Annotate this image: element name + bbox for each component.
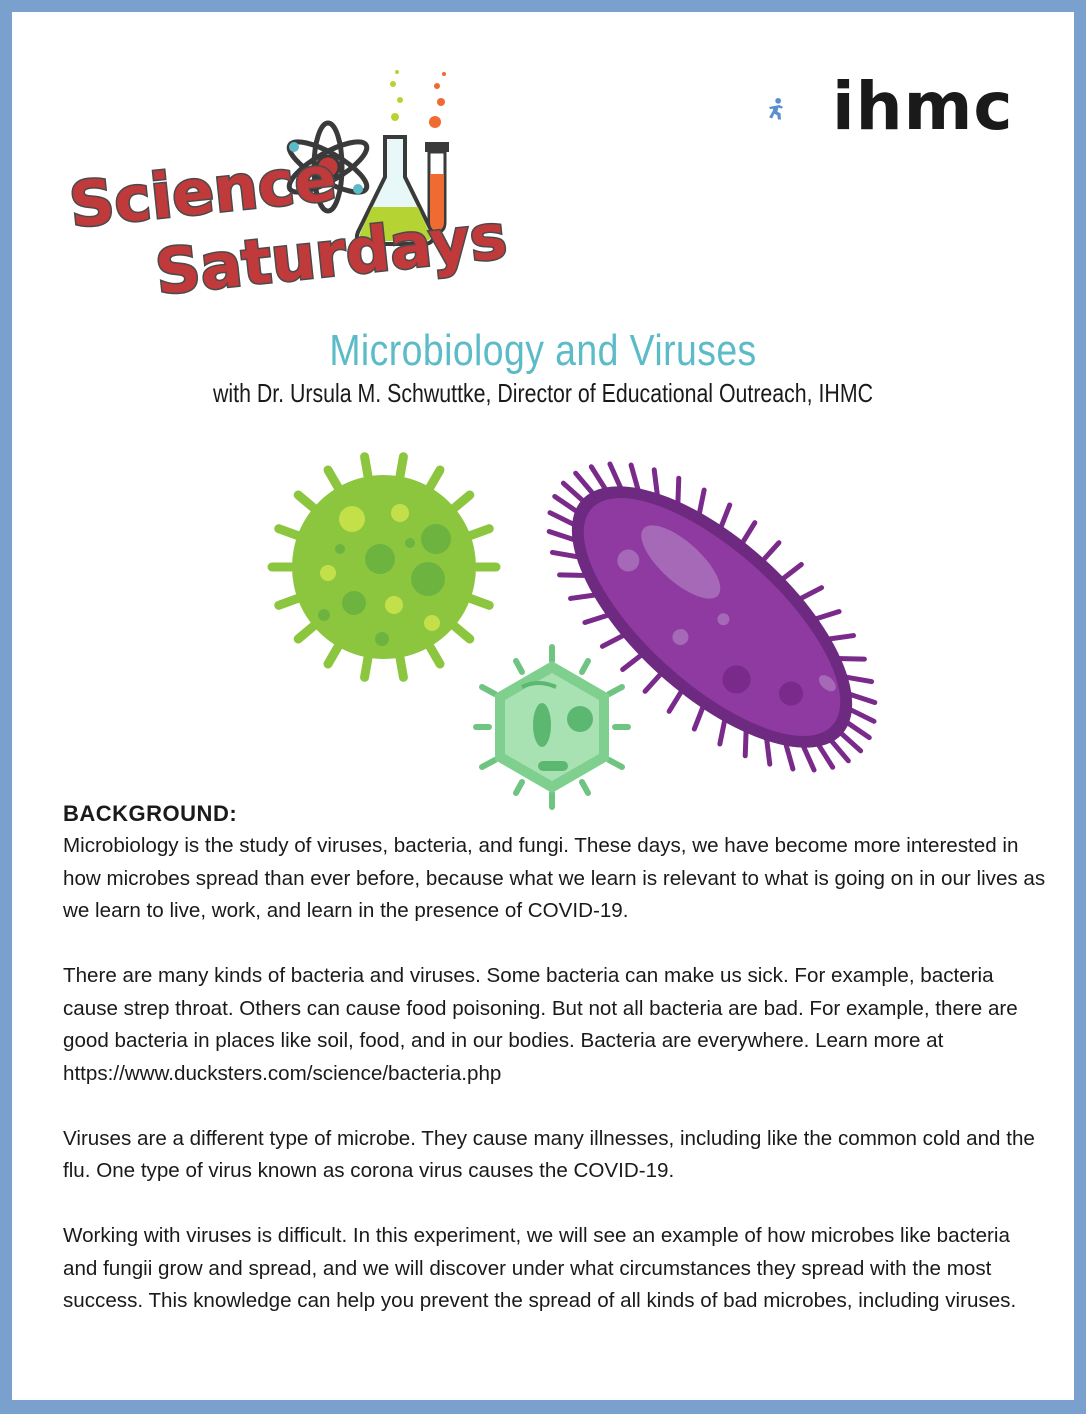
section-heading: BACKGROUND: xyxy=(63,801,238,826)
paragraph-3: Viruses are a different type of microbe. They cause many illnesses, including like the common cold and the flu. One type of virus known as corona virus causes the COVID-19. xyxy=(63,1126,1035,1182)
paragraph-2: There are many kinds of bacteria and viruses. Some bacteria can make us sick. For example, bacteria cause strep throat. Others can cause food poisoning. But not all bacteria are bad. For example, there are good bacteria in places like soil, food, and in our bodies. Bacteria are everywhere. Learn more at https://www.ducksters.com/science/bacteria.php xyxy=(63,964,1018,1085)
page-title: Microbiology and Viruses xyxy=(329,326,757,375)
science-word: Science xyxy=(65,141,340,242)
ihmc-figure-icon xyxy=(767,62,837,157)
paragraph-4: Working with viruses is difficult. In this experiment, we will see an example of how microbes like bacteria and fungii grow and spread, and we will discover under what circumstances they spread with the most success. This knowledge can help you prevent the spread of all kinds of bad microbes, including viruses. xyxy=(63,1224,1017,1312)
paragraph-1: Microbiology is the study of viruses, bacteria, and fungi. These days, we have become more interested in how microbes spread than ever before, because what we learn is relevant to what is going on in our lives as we learn to live, work, and learn in the presence of COVID-19. xyxy=(63,834,1046,922)
microbes-illustration xyxy=(252,437,892,797)
background-section xyxy=(63,798,1048,1350)
page-subtitle: with Dr. Ursula M. Schwuttke, Director of Educational Outreach, IHMC xyxy=(213,378,873,408)
hexagon-virus-icon xyxy=(476,647,628,807)
ihmc-wordmark: ihmc xyxy=(832,68,1014,145)
science-saturdays-logo xyxy=(60,62,511,309)
document-page xyxy=(12,12,1074,1400)
green-virus-icon xyxy=(272,457,496,678)
saturdays-word: Saturdays xyxy=(151,199,511,309)
